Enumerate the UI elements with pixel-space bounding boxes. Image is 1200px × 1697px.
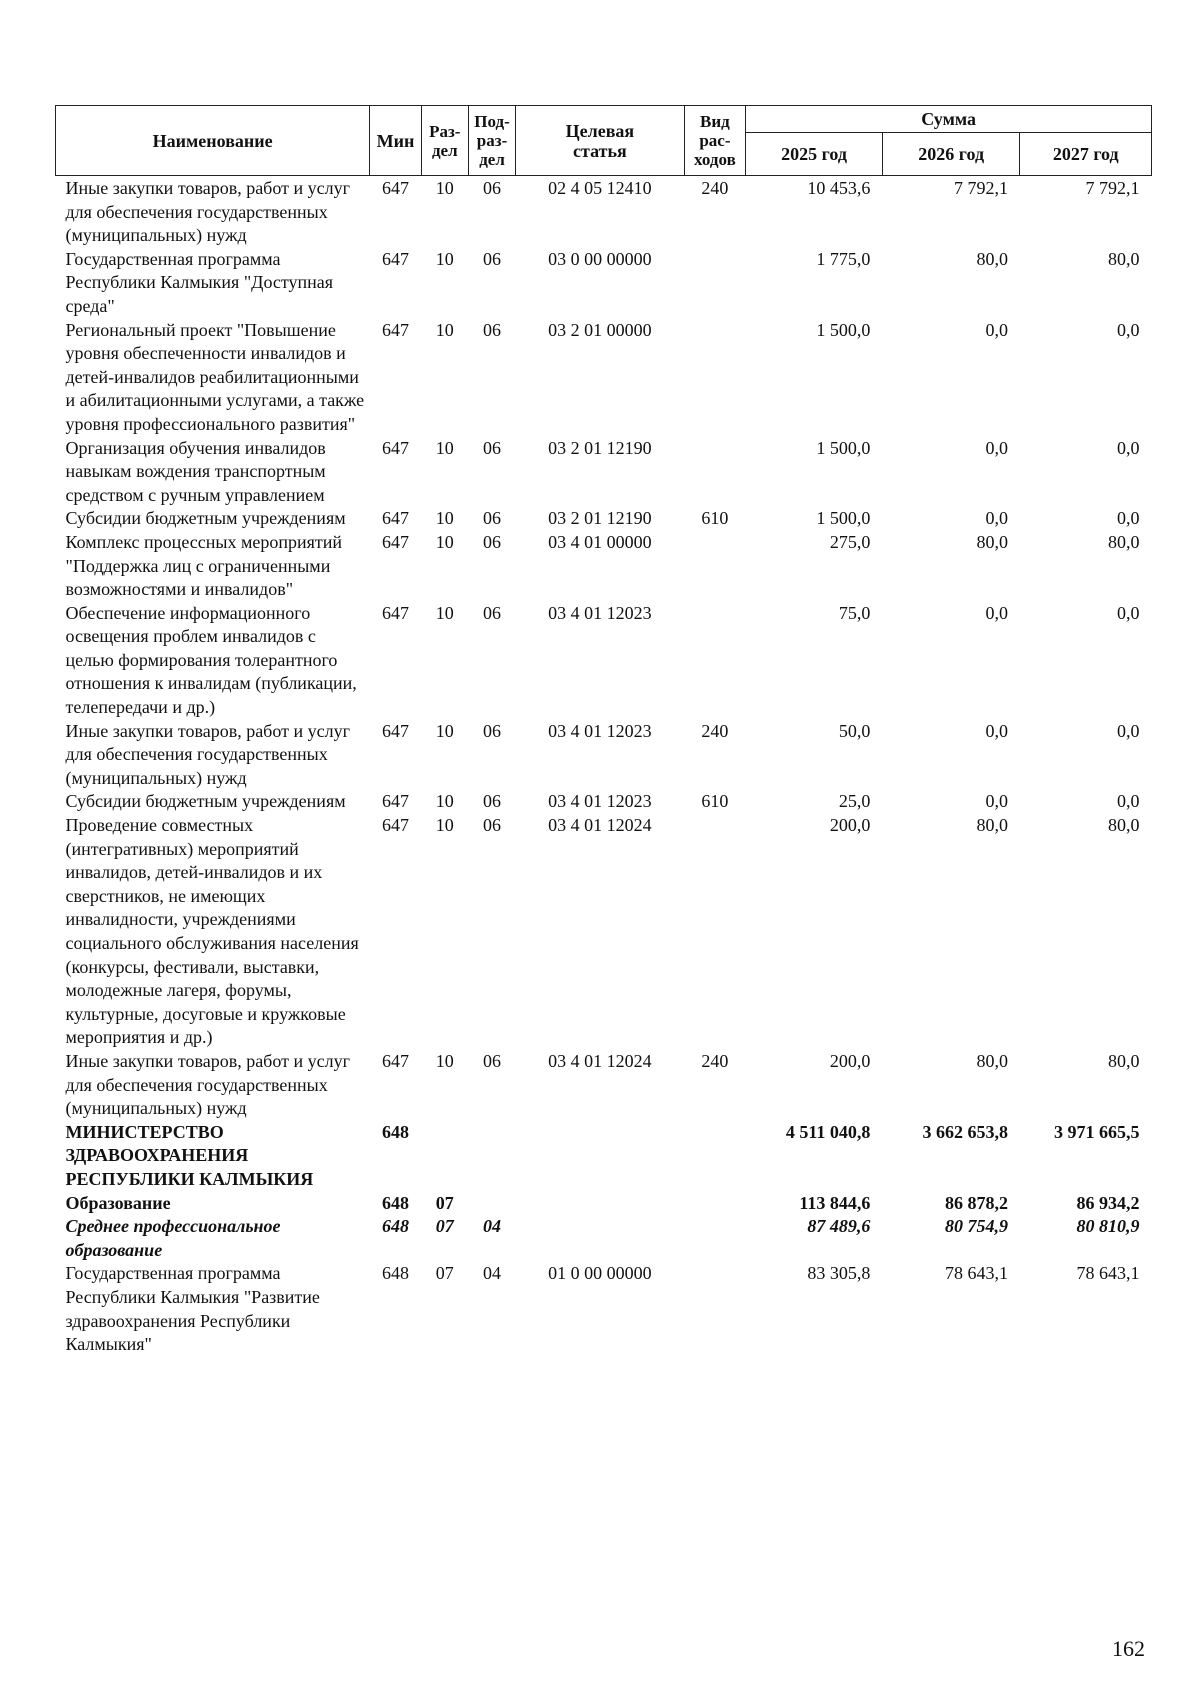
- header-razdel: [421, 106, 468, 176]
- header-vid-text: Вид рас- ходов: [694, 112, 736, 169]
- cell-celevaya: 02 4 05 12410: [548, 178, 652, 198]
- table-row: [56, 1050, 1152, 1121]
- cell-2026: 0,0: [985, 720, 1008, 741]
- cell-2025: 83 305,8: [807, 1263, 871, 1284]
- cell-razdel: 07: [435, 1263, 454, 1284]
- cell-2025: 1 775,0: [816, 248, 871, 269]
- header-name: Наименование: [56, 106, 370, 176]
- cell-min: 647: [381, 248, 409, 269]
- cell-2026: 0,0: [985, 319, 1008, 340]
- cell-2025: 1 500,0: [816, 508, 871, 529]
- cell-razdel: 10: [435, 319, 454, 340]
- cell-min: 647: [381, 178, 409, 198]
- cell-2027: 0,0: [1117, 720, 1140, 741]
- table-row: [56, 1262, 1152, 1356]
- cell-2026: 78 643,1: [944, 1263, 1008, 1284]
- cell-vid: [684, 1215, 746, 1262]
- table-row: [56, 437, 1152, 508]
- cell-razdel: 10: [435, 508, 454, 529]
- table-row: [56, 248, 1152, 319]
- cell-2027: 80,0: [1108, 531, 1140, 552]
- cell-vid: [684, 602, 746, 720]
- cell-vid: 240: [701, 720, 729, 741]
- cell-2025: 25,0: [838, 791, 871, 812]
- cell-razdel: 10: [435, 531, 454, 552]
- cell-celevaya: 03 4 01 12024: [548, 1050, 652, 1071]
- table-row: [56, 602, 1152, 720]
- cell-podrazdel: 06: [483, 248, 502, 269]
- cell-min: 648: [381, 1192, 409, 1213]
- cell-2025: 1 500,0: [816, 319, 871, 340]
- cell-2026: 0,0: [985, 437, 1008, 458]
- cell-razdel: 10: [435, 248, 454, 269]
- cell-razdel: 10: [435, 602, 454, 623]
- cell-min: 647: [381, 791, 409, 812]
- cell-name: Проведение совместных (интегративных) мероприятий инвалидов, детей-инвалидов и их сверстников, не имеющих инвалидности, учреждениями социального обслуживания населения (конкурсы, фестивали, выставки, молодежные лагеря, форумы, культурные, досуговые и кружковые мероприятия и др.): [65, 815, 359, 1048]
- cell-vid: 240: [701, 178, 729, 198]
- cell-vid: [684, 1121, 746, 1192]
- cell-2027: 0,0: [1117, 602, 1140, 623]
- cell-name: МИНИСТЕРСТВО ЗДРАВООХРАНЕНИЯ РЕСПУБЛИКИ КАЛМЫКИЯ: [65, 1121, 314, 1189]
- cell-name: Иные закупки товаров, работ и услуг для обеспечения государственных (муниципальных) нужд: [65, 1050, 350, 1119]
- cell-celevaya: 03 2 01 00000: [548, 319, 652, 340]
- table-row: [56, 507, 1152, 531]
- cell-razdel: 07: [435, 1216, 454, 1237]
- table-row: [56, 1215, 1152, 1262]
- cell-podrazdel: [468, 1192, 515, 1216]
- cell-vid: 240: [701, 1050, 729, 1071]
- cell-2027: 0,0: [1117, 508, 1140, 529]
- cell-vid: [684, 1192, 746, 1216]
- cell-min: 647: [381, 602, 409, 623]
- cell-razdel: 10: [435, 178, 454, 198]
- cell-min: 647: [381, 508, 409, 529]
- table-body: [56, 176, 1152, 1357]
- cell-celevaya: 03 4 01 12023: [548, 791, 652, 812]
- cell-2026: 80,0: [976, 1050, 1008, 1071]
- header-year-2026: 2026 год: [882, 133, 1020, 176]
- cell-2027: 80,0: [1108, 1050, 1140, 1071]
- table-row: [56, 1192, 1152, 1216]
- cell-min: 647: [381, 1050, 409, 1071]
- cell-2027: 80 810,9: [1076, 1216, 1140, 1237]
- table-row: [56, 790, 1152, 814]
- cell-podrazdel: 06: [483, 791, 502, 812]
- cell-2027: 0,0: [1117, 437, 1140, 458]
- cell-podrazdel: 06: [483, 720, 502, 741]
- header-year-2027: 2027 год: [1020, 133, 1152, 176]
- cell-2026: 3 662 653,8: [922, 1121, 1008, 1142]
- cell-razdel: 10: [435, 791, 454, 812]
- cell-celevaya: 03 4 01 00000: [548, 531, 652, 552]
- page-number: 162: [1112, 1636, 1145, 1661]
- cell-2027: 80,0: [1108, 815, 1140, 836]
- cell-celevaya: 03 4 01 12023: [548, 602, 652, 623]
- cell-name: Государственная программа Республики Калмыкия "Доступная среда": [65, 248, 334, 316]
- table-header: [56, 106, 1152, 176]
- cell-min: 647: [381, 531, 409, 552]
- cell-2025: 75,0: [838, 602, 871, 623]
- cell-podrazdel: 06: [483, 319, 502, 340]
- cell-razdel: 10: [435, 437, 454, 458]
- table-row: [56, 319, 1152, 437]
- cell-celevaya: 03 4 01 12024: [548, 815, 652, 836]
- cell-podrazdel: 04: [483, 1263, 502, 1284]
- cell-celevaya: 03 4 01 12023: [548, 720, 652, 741]
- cell-min: 648: [381, 1121, 409, 1142]
- cell-2025: 10 453,6: [807, 178, 871, 198]
- header-podrazdel: [468, 106, 515, 176]
- cell-vid: [684, 1262, 746, 1356]
- cell-2027: 86 934,2: [1076, 1192, 1140, 1213]
- cell-2026: 80,0: [976, 815, 1008, 836]
- cell-min: 647: [381, 815, 409, 836]
- cell-name: Субсидии бюджетным учреждениям: [65, 791, 346, 812]
- cell-celevaya: 03 0 00 00000: [548, 248, 652, 269]
- header-vid: [684, 106, 746, 176]
- cell-name: Государственная программа Республики Калмыкия "Развитие здравоохранения Республики Калмыкия": [65, 1263, 320, 1355]
- cell-name: Образование: [65, 1192, 171, 1213]
- cell-min: 648: [381, 1216, 409, 1237]
- header-celevaya-text: Целевая статья: [565, 120, 635, 161]
- table-row: [56, 720, 1152, 791]
- cell-vid: 610: [701, 508, 729, 529]
- cell-name: Иные закупки товаров, работ и услуг для обеспечения государственных (муниципальных) нужд: [65, 178, 350, 246]
- cell-podrazdel: 04: [483, 1216, 502, 1237]
- budget-table: [55, 105, 1152, 1357]
- cell-razdel: 07: [435, 1192, 454, 1213]
- cell-2025: 113 844,6: [799, 1192, 871, 1213]
- header-podrazdel-text: Под- раз- дел: [474, 112, 510, 169]
- cell-2025: 4 511 040,8: [785, 1121, 871, 1142]
- cell-vid: [684, 531, 746, 602]
- cell-2026: 80,0: [976, 248, 1008, 269]
- cell-razdel: 10: [435, 1050, 454, 1071]
- cell-vid: [684, 319, 746, 437]
- cell-2025: 50,0: [838, 720, 871, 741]
- cell-2027: 0,0: [1117, 319, 1140, 340]
- cell-name: Организация обучения инвалидов навыкам вождения транспортным средством с ручным управлением: [65, 437, 326, 505]
- table-row: [56, 531, 1152, 602]
- cell-2027: 7 792,1: [1085, 178, 1140, 198]
- cell-min: 647: [381, 437, 409, 458]
- cell-celevaya: [516, 1192, 684, 1216]
- cell-min: 647: [381, 720, 409, 741]
- cell-2026: 86 878,2: [944, 1192, 1008, 1213]
- cell-podrazdel: 06: [483, 508, 502, 529]
- cell-podrazdel: 06: [483, 1050, 502, 1071]
- table-row: [56, 176, 1152, 248]
- cell-celevaya: [516, 1121, 684, 1192]
- cell-2027: 78 643,1: [1076, 1263, 1140, 1284]
- cell-2026: 7 792,1: [953, 178, 1008, 198]
- cell-vid: [684, 437, 746, 508]
- cell-min: 647: [381, 319, 409, 340]
- cell-2026: 80 754,9: [944, 1216, 1008, 1237]
- cell-2026: 80,0: [976, 531, 1008, 552]
- cell-min: 648: [381, 1263, 409, 1284]
- cell-podrazdel: 06: [483, 531, 502, 552]
- cell-name: Субсидии бюджетным учреждениям: [65, 508, 346, 529]
- cell-celevaya: 03 2 01 12190: [548, 508, 652, 529]
- header-year-2025: 2025 год: [746, 133, 883, 176]
- cell-2026: 0,0: [985, 602, 1008, 623]
- cell-2025: 200,0: [829, 815, 871, 836]
- cell-name: Региональный проект "Повышение уровня обеспеченности инвалидов и детей-инвалидов реабилитационными и абилитационными услугами, а также уровня профессионального развития": [65, 319, 365, 434]
- header-celevaya: [516, 106, 684, 176]
- cell-2027: 3 971 665,5: [1054, 1121, 1140, 1142]
- cell-razdel: 10: [435, 815, 454, 836]
- cell-razdel: 10: [435, 720, 454, 741]
- header-razdel-text: Раз- дел: [429, 121, 461, 160]
- table-row: [56, 814, 1152, 1050]
- header-summa: Сумма: [746, 106, 1152, 133]
- cell-2026: 0,0: [985, 791, 1008, 812]
- cell-vid: 610: [701, 791, 729, 812]
- cell-2025: 87 489,6: [807, 1216, 871, 1237]
- cell-2025: 275,0: [829, 531, 871, 552]
- cell-podrazdel: 06: [483, 178, 502, 198]
- cell-2025: 200,0: [829, 1050, 871, 1071]
- cell-name: Комплекс процессных мероприятий "Поддержка лиц с ограниченными возможностями и инвалидов": [65, 531, 343, 600]
- cell-celevaya: 03 2 01 12190: [548, 437, 652, 458]
- cell-razdel: [421, 1121, 468, 1192]
- cell-podrazdel: [468, 1121, 515, 1192]
- cell-celevaya: [516, 1215, 684, 1262]
- cell-name: Среднее профессиональное образование: [65, 1216, 281, 1260]
- cell-2027: 0,0: [1117, 791, 1140, 812]
- header-min: Мин: [370, 106, 421, 176]
- cell-name: Иные закупки товаров, работ и услуг для обеспечения государственных (муниципальных) нужд: [65, 720, 350, 788]
- cell-name: Обеспечение информационного освещения проблем инвалидов с целью формирования толерантного отношения к инвалидам (публикации, телепередачи и др.): [65, 602, 357, 718]
- cell-podrazdel: 06: [483, 815, 502, 836]
- cell-2026: 0,0: [985, 508, 1008, 529]
- cell-2025: 1 500,0: [816, 437, 871, 458]
- cell-podrazdel: 06: [483, 602, 502, 623]
- table-row: [56, 1121, 1152, 1192]
- cell-vid: [684, 248, 746, 319]
- cell-podrazdel: 06: [483, 437, 502, 458]
- cell-2027: 80,0: [1108, 248, 1140, 269]
- cell-celevaya: 01 0 00 00000: [548, 1263, 652, 1284]
- cell-vid: [684, 814, 746, 1050]
